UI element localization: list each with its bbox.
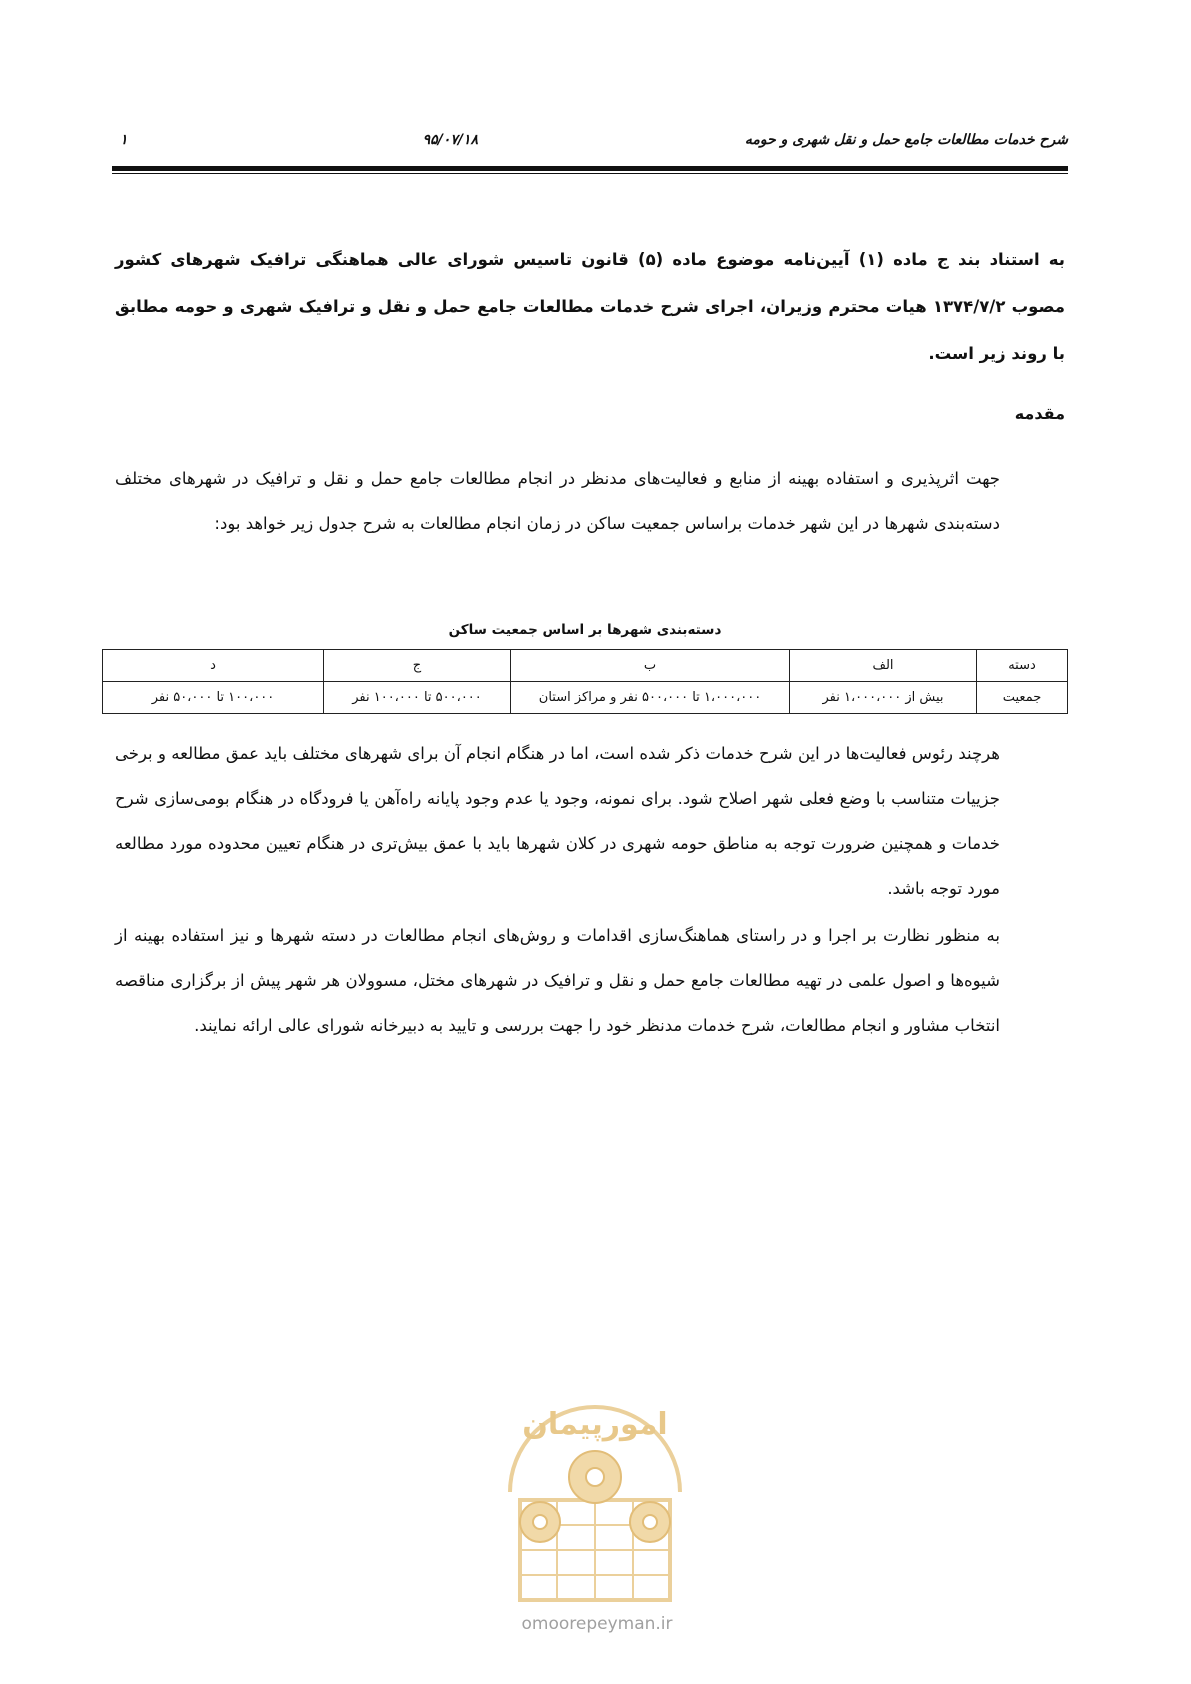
city-category-table <box>102 649 1068 714</box>
document-title: شرح خدمات مطالعات جامع حمل و نقل شهری و حومه <box>744 132 1068 148</box>
document-date: ۹۵/۰۷/۱۸ <box>422 132 478 148</box>
watermark-website: omoorepeyman.ir <box>521 1614 673 1634</box>
body-paragraph-1: جهت اثرپذیری و استفاده بهینه از منابع و فعالیت‌های مدنظر در انجام مطالعات جامع حمل و نقل و ترافیک در شهرهای مختلف دسته‌بندی شهرها در این شهر خدمات براساس جمعیت ساکن در زمان انجام مطالعات به شرح جدول زیر خواهد بود: <box>115 469 1000 533</box>
population-cell: ۱۰۰،۰۰۰ تا ۵۰،۰۰۰ نفر <box>103 682 324 714</box>
header-rule-thin <box>112 173 1068 174</box>
section-heading: مقدمه <box>1014 404 1065 423</box>
body-paragraph-2: هرچند رئوس فعالیت‌ها در این شرح خدمات ذکر شده است، اما در هنگام انجام آن برای شهرهای مختلف باید عمق مطالعه و برخی جزییات متناسب با وضع فعلی شهر اصلاح شود. برای نمونه، وجود یا عدم وجود پایانه راه‌آهن یا فرودگاه در هنگام بومی‌سازی شرح خدمات و همچنین ضرورت توجه به مناطق حومه شهری در کلان شهرها باید با عمق بیش‌تری در هنگام تعیین محدوده مورد مطالعه مورد توجه باشد. <box>115 744 1000 898</box>
table-caption: دسته‌بندی شهرها بر اساس جمعیت ساکن <box>448 622 722 638</box>
population-cell: ۵۰۰،۰۰۰ تا ۱۰۰،۰۰۰ نفر <box>324 682 511 714</box>
intro-paragraph: به استناد بند ج ماده (۱) آیین‌نامه موضوع ماده (۵) قانون تاسیس شورای عالی هماهنگی ترافیک شهرهای کشور مصوب ۱۳۷۴/۷/۲ هیات محترم وزیران، اجرای شرح خدمات مطالعات جامع حمل و نقل و ترافیک شهری و حومه مطابق با روند زیر است. <box>115 250 1065 363</box>
table-row-label: جمعیت <box>977 682 1068 714</box>
table-row-population <box>103 682 1068 714</box>
watermark-text: امورپیمان <box>522 1407 668 1442</box>
category-cell: ب <box>511 650 790 682</box>
population-cell: ۱،۰۰۰،۰۰۰ تا ۵۰۰،۰۰۰ نفر و مراکز استان <box>511 682 790 714</box>
page-header <box>112 128 1068 154</box>
header-rule-thick <box>112 166 1068 171</box>
category-cell: د <box>103 650 324 682</box>
category-cell: ج <box>324 650 511 682</box>
page-number: ۱ <box>120 132 128 148</box>
population-cell: بیش از ۱،۰۰۰،۰۰۰ نفر <box>790 682 977 714</box>
table-row-categories <box>103 650 1068 682</box>
table-header-label: دسته <box>977 650 1068 682</box>
watermark-logo <box>490 1372 700 1612</box>
body-paragraph-3: به منظور نظارت بر اجرا و در راستای هماهنگ‌سازی اقدامات و روش‌های انجام مطالعات در دسته شهرها و نیز استفاده بهینه از شیوه‌ها و اصول علمی در تهیه مطالعات جامع حمل و نقل و ترافیک در شهرهای مختل، مسوولان هر شهر پیش از برگزاری مناقصه انتخاب مشاور و انجام مطالعات، شرح خدمات مدنظر خود را جهت بررسی و تایید به دبیرخانه شورای عالی ارائه نمایند. <box>115 926 1000 1035</box>
category-cell: الف <box>790 650 977 682</box>
